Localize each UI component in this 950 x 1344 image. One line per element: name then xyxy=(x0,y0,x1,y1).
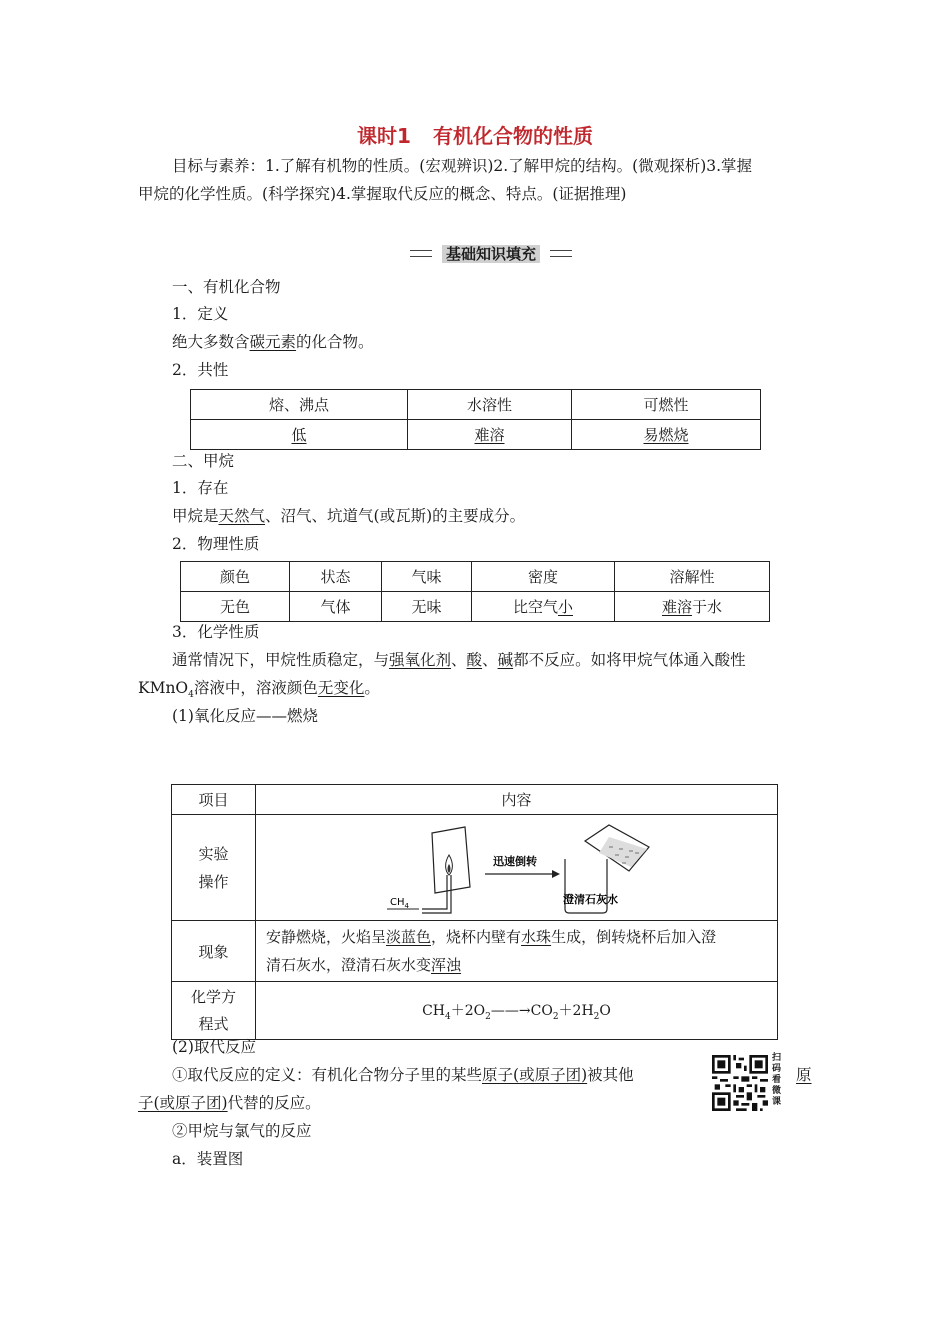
table-header: 溶解性 xyxy=(615,562,770,592)
chemical-text-line-1: 通常情况下，甲烷性质稳定，与强氧化剂、酸、碱都不反应。如将甲烷气体通入酸性 xyxy=(172,651,746,669)
goals-line-1: 目标与素养：1.了解有机物的性质。(宏观辨识)2.了解甲烷的结构。(微观探析)3.掌握 xyxy=(172,157,753,175)
experiment-diagram xyxy=(377,819,657,917)
table-cell: 低 xyxy=(191,420,408,450)
banner-label: 基础知识填充 xyxy=(442,245,540,263)
equation-cell xyxy=(256,982,778,1040)
common-heading: 2．共性 xyxy=(172,361,229,379)
oxidation-heading: (1)氧化反应——燃烧 xyxy=(172,707,318,725)
apparatus-heading: a．装置图 xyxy=(172,1150,244,1168)
table-header: 内容 xyxy=(256,785,778,815)
chemical-text-line-2: KMnO$_4$溶液中，溶液颜色无变化。 xyxy=(138,679,380,701)
table-cell: 易燃烧 xyxy=(572,420,761,450)
table-header: 可燃性 xyxy=(572,390,761,420)
chemical-heading: 3．化学性质 xyxy=(172,623,260,641)
definition-text: 绝大多数含碳元素的化合物。 xyxy=(172,333,374,351)
definition-heading: 1．定义 xyxy=(172,305,229,323)
table-row-label: 实验操作 xyxy=(172,815,256,921)
section-2-heading: 二、甲烷 xyxy=(172,452,235,470)
section-1-heading: 一、有机化合物 xyxy=(172,278,281,296)
blank-answer: 天然气 xyxy=(218,507,266,525)
goals-line-2: 甲烷的化学性质。(科学探究)4.掌握取代反应的概念、特点。(证据推理) xyxy=(138,185,627,203)
substitution-heading: (2)取代反应 xyxy=(172,1038,256,1056)
experiment-diagram-cell xyxy=(256,815,778,921)
page-title xyxy=(0,120,950,149)
substitution-definition-end: 原 xyxy=(796,1066,812,1084)
ch4-label: $CH_4$ xyxy=(389,896,409,910)
blank-answer: 碳元素 xyxy=(249,333,297,351)
table-header: 项目 xyxy=(172,785,256,815)
common-properties-table xyxy=(190,389,761,450)
table-row-label: 现象 xyxy=(172,921,256,982)
table-cell: 比空气小 xyxy=(472,592,615,622)
exist-heading: 1．存在 xyxy=(172,479,229,497)
table-header: 水溶性 xyxy=(408,390,572,420)
physical-properties-table xyxy=(180,561,770,622)
table-cell: 无味 xyxy=(382,592,472,622)
table-cell: 难溶于水 xyxy=(615,592,770,622)
physical-heading: 2．物理性质 xyxy=(172,535,260,553)
table-header: 气味 xyxy=(382,562,472,592)
substitution-definition-line-1: ①取代反应的定义：有机化合物分子里的某些原子(或原子团)被其他 xyxy=(172,1066,634,1084)
lesson-number: 课时1 xyxy=(357,124,411,148)
qr-label: 扫码看微课 xyxy=(772,1053,782,1107)
table-header: 状态 xyxy=(290,562,382,592)
table-header: 密度 xyxy=(472,562,615,592)
combustion-table xyxy=(171,784,778,1040)
substitution-definition-line-2: 子(或原子团)代替的反应。 xyxy=(138,1094,321,1112)
qr-code-icon[interactable] xyxy=(712,1055,768,1111)
arrow-label: 迅速倒转 xyxy=(492,854,537,868)
phenomenon-cell: 安静燃烧，火焰呈淡蓝色，烧杯内壁有水珠生成，倒转烧杯后加入澄 清石灰水，澄清石灰水变浑浊 xyxy=(256,921,778,982)
combustion-equation: $CH_4+2O_2——\to CO_2+2H_2O$ xyxy=(422,1002,611,1022)
table-header: 颜色 xyxy=(181,562,290,592)
table-cell: 气体 xyxy=(290,592,382,622)
methane-chlorine-heading: ②甲烷与氯气的反应 xyxy=(172,1122,312,1140)
exist-text: 甲烷是天然气、沼气、坑道气(或瓦斯)的主要成分。 xyxy=(172,507,526,525)
table-row-label: 化学方程式 xyxy=(172,982,256,1040)
table-header: 熔、沸点 xyxy=(191,390,408,420)
limewater-label: 澄清石灰水 xyxy=(562,892,618,906)
table-cell: 难溶 xyxy=(408,420,572,450)
lesson-title: 有机化合物的性质 xyxy=(432,124,593,148)
table-cell: 无色 xyxy=(181,592,290,622)
section-banner xyxy=(410,243,572,265)
